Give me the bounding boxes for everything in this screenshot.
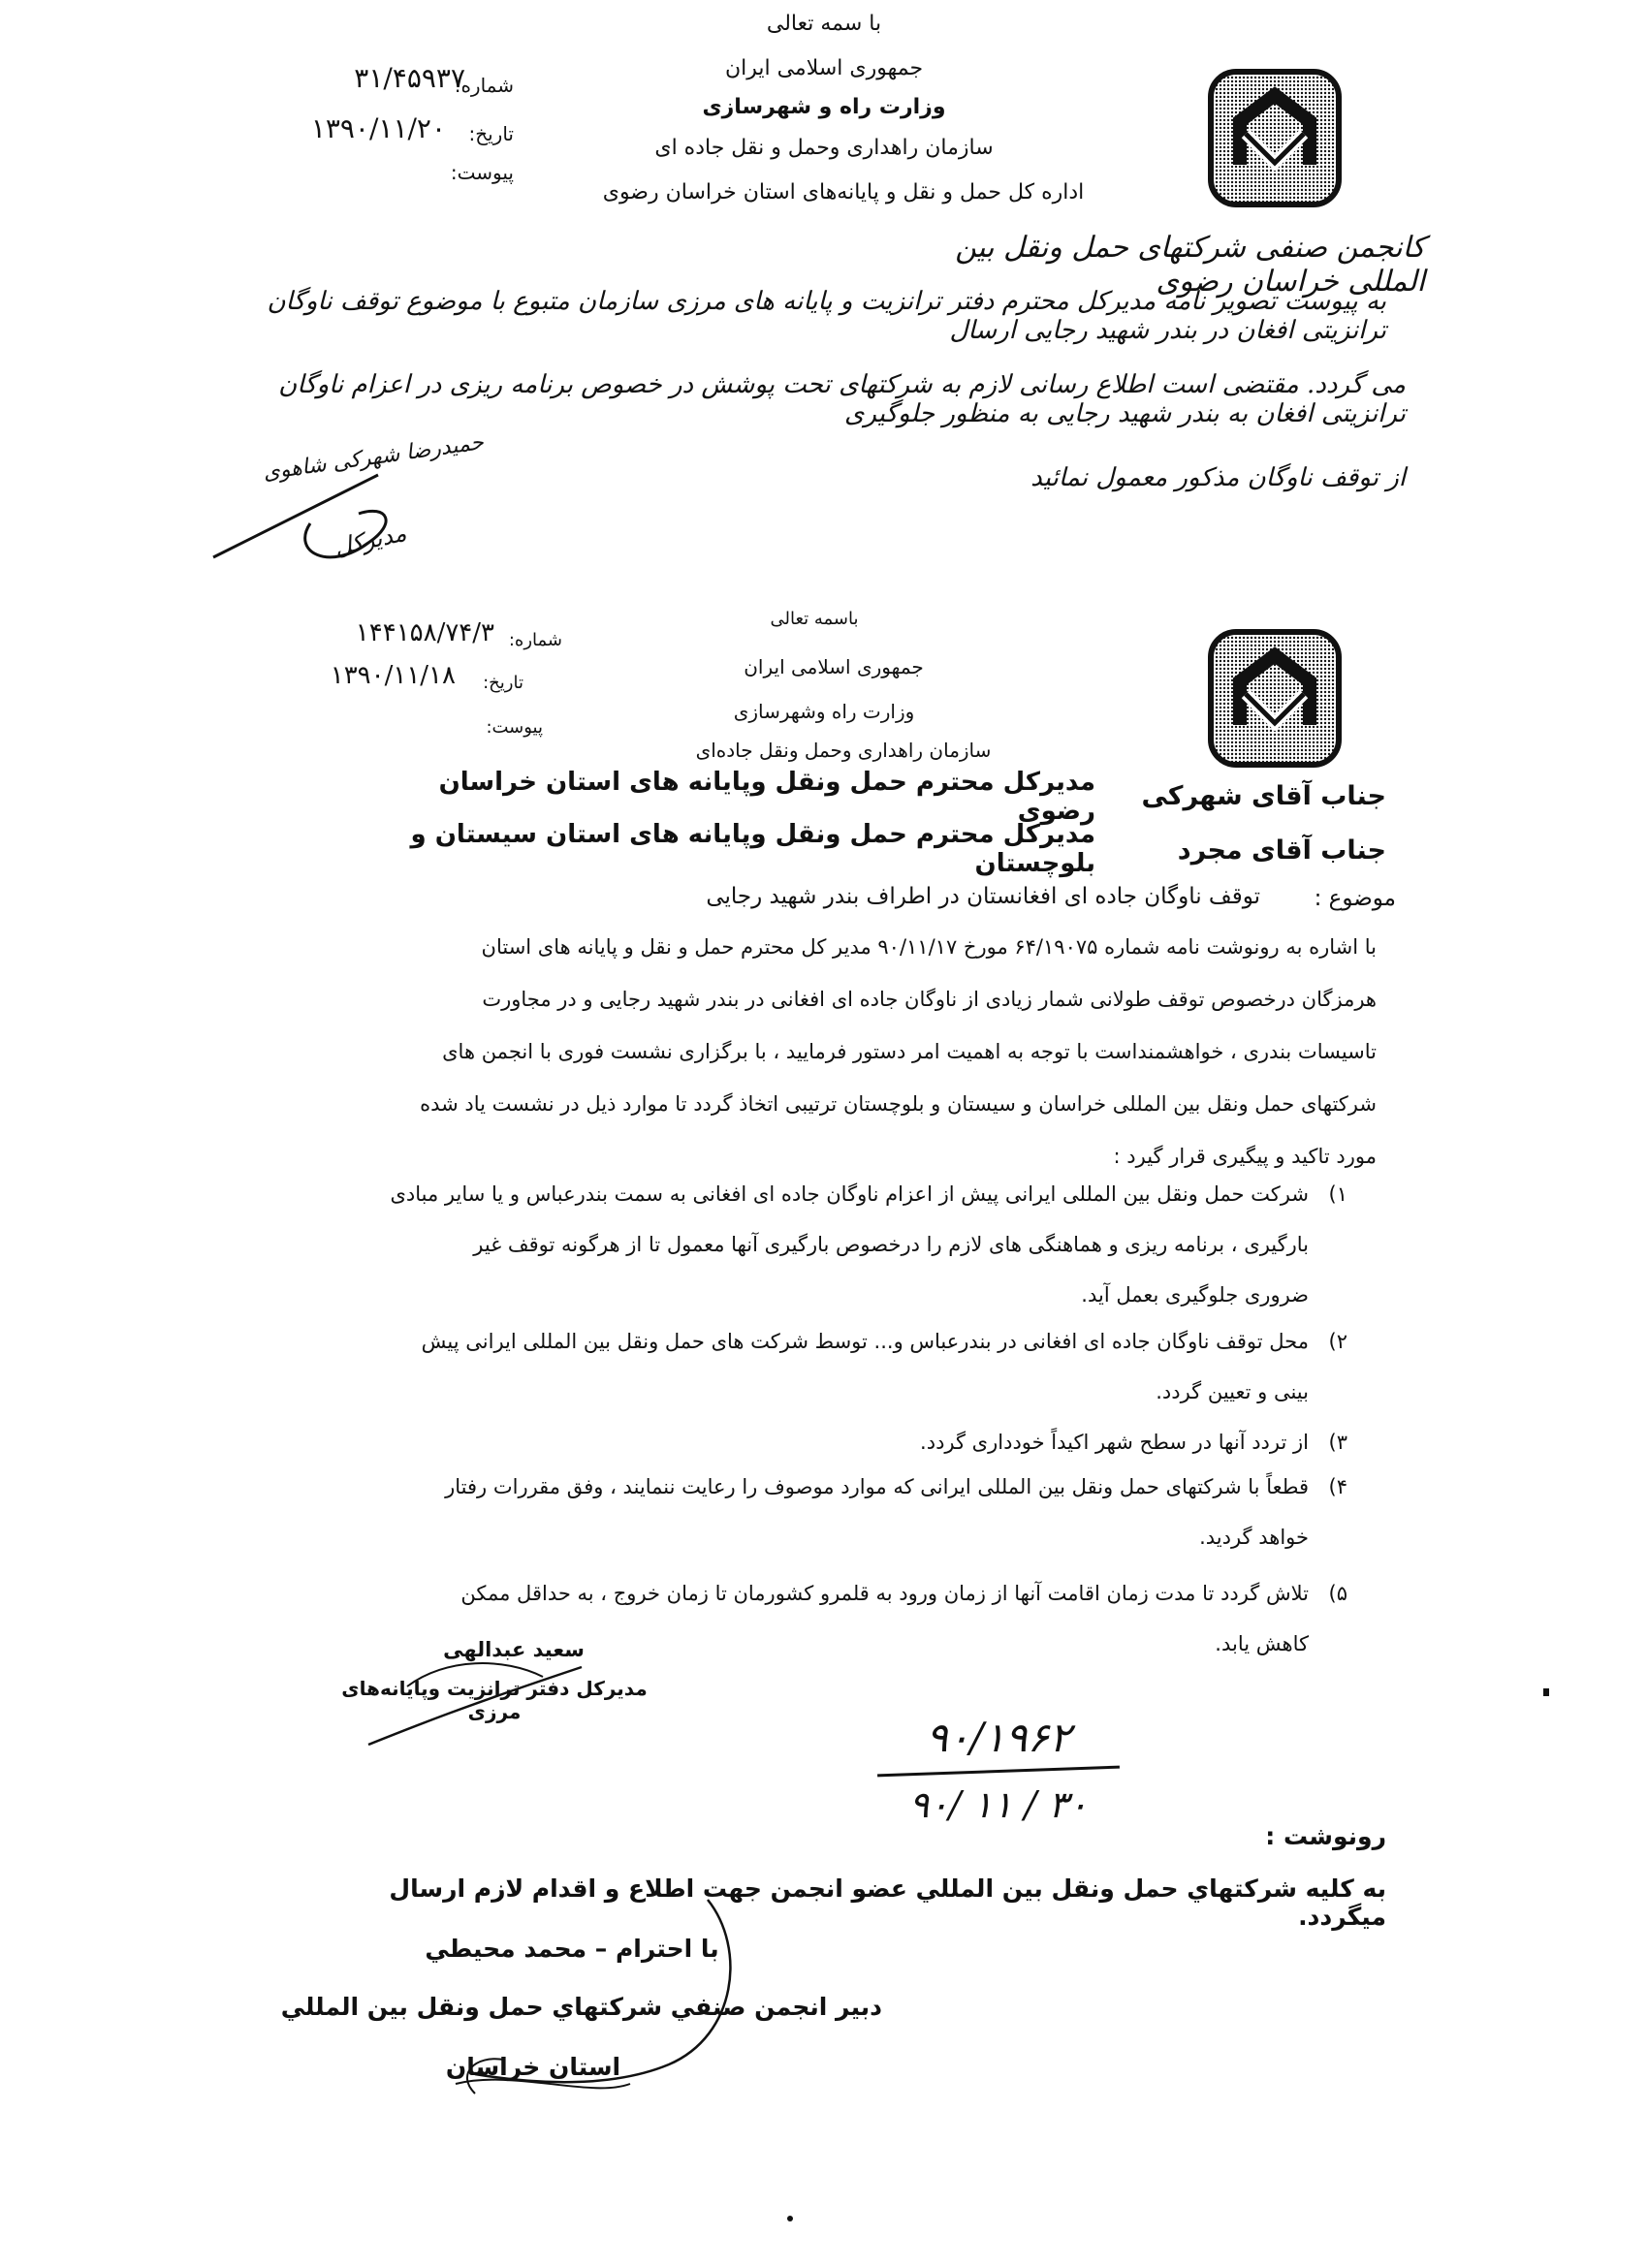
items-list [271,1462,1347,1562]
addressee-name: جناب آقای شهرکی [1141,781,1386,811]
letter2-number-value: ۱۴۴۱۵۸/۷۴/۳ [355,618,494,647]
letter2-number-label: شماره: [508,630,562,650]
letter2-republic: جمهوری اسلامی ایران [744,655,924,678]
letter1-ministry: وزارت راه و شهرسازی [702,95,946,119]
letter2-date-label: تاریخ: [483,673,523,693]
list-item [271,1462,1309,1562]
list-item [271,1316,1309,1417]
item-number: ۱) [1328,1182,1347,1206]
letter1-body-line: می گردد. مقتضی است اطلاع رسانی لازم به شرکتهای تحت پوشش در خصوص برنامه ریزی در اعزام ناوگان ترانزیتی افغان به بندر شهید رجایی به منظور جلوگیری [278,370,1406,428]
item-line: خواهد گردید. [1199,1526,1309,1549]
letter1-body-line: به پیوست تصویر نامه مدیرکل محترم دفتر ترانزیت و پایانه های مرزی سازمان متبوع با موضوع توقف ناوگان ترانزیتی افغان در بندر شهید رجایی ارسال [267,287,1386,345]
letter1-invocation: با سمه تعالی [766,12,882,36]
item-line: کاهش یابد. [1215,1632,1309,1655]
items-list [271,1316,1347,1417]
footer-signature [417,1890,766,2113]
item-number: ۳) [1328,1431,1347,1454]
items-list [271,1417,1347,1467]
letter1-signer-title: مدیرکل [332,519,409,561]
letter1-date-value: ۱۳۹۰/۱۱/۲۰ [310,112,446,144]
letter2-organization: سازمان راهداری وحمل ونقل جاده‌ای [695,739,992,762]
letter2-attachment-label: پیوست: [486,717,543,738]
letter1-signature-flourish [204,465,417,572]
ministry-logo [1207,68,1343,208]
letter1-organization: سازمان راهداری وحمل و نقل جاده ای [654,136,994,160]
cc-label: رونوشت : [1265,1822,1386,1850]
body-line: مورد تاکید و پیگیری قرار گیرد : [1113,1145,1377,1168]
item-number: ۴) [1328,1475,1347,1498]
province: استان خراسان [445,2053,621,2081]
registration-date: ۹۰/ ۱۱ / ۳۰ [908,1783,1089,1826]
letter1-number-value: ۳۱/۴۵۹۳۷ [354,62,465,94]
list-item [271,1417,1309,1467]
scan-mark [787,2216,793,2221]
item-number: ۲) [1328,1330,1347,1353]
letter2-ministry: وزارت راه وشهرسازی [733,700,915,723]
letter1-date-label: تاریخ: [468,122,514,145]
body-line: هرمزگان درخصوص توقف طولانی شمار زیادی از ناوگان جاده ای افغانی در بندر شهید رجایی و در مجاورت [482,988,1377,1011]
cc-text: به کلیه شرکتهاي حمل ونقل بین المللي عضو انجمن جهت اطلاع و اقدام لازم ارسال میگردد. [389,1874,1386,1931]
closing: با احترام – محمد محیطي [425,1935,719,1963]
body-line: با اشاره به رونوشت نامه شماره ۶۴/۱۹۰۷۵ مورخ ۹۰/۱۱/۱۷ مدیر کل محترم حمل و نقل و پایانه های استان [481,935,1377,959]
item-line: محل توقف ناوگان جاده ای افغانی در بندرعباس و... توسط شرکت های حمل ونقل بین المللی ایرانی پیش [421,1330,1309,1353]
letter2-date-value: ۱۳۹۰/۱۱/۱۸ [330,661,456,690]
letter2-body [271,921,1377,1182]
item-line: قطعاً با شرکتهای حمل ونقل بین المللی ایرانی که موارد موصوف را رعایت ننمایند ، وفق مقررات رفتار [445,1475,1309,1498]
body-line: تاسیسات بندری ، خواهشمنداست با توجه به اهمیت امر دستور فرمایید ، با برگزاری نشست فوری با انجمن های [442,1040,1377,1063]
item-line: بارگیری ، برنامه ریزی و هماهنگی های لازم را درخصوص بارگیری آنها معمول تا از هرگونه توقف غیر [473,1233,1309,1256]
list-item [271,1169,1309,1320]
addressee-title: مدیرکل محترم حمل ونقل وپایانه های استان سیستان و بلوچستان [410,820,1095,878]
registration-underline [877,1766,1120,1778]
item-line: شرکت حمل ونقل بین المللی ایرانی پیش از اعزام ناوگان جاده ای افغانی به سمت بندرعباس و یا سایر مبادی [390,1182,1309,1206]
addressee-title: مدیرکل محترم حمل ونقل وپایانه های استان خراسان رضوی [438,768,1095,826]
letter1-department: اداره کل حمل و نقل و پایانه‌های استان خراسان رضوی [602,180,1085,205]
letter2-signer-name: سعید عبدالهی [443,1638,585,1661]
letter2-signer-title: مدیرکل دفتر ترانزیت وپایانه‌های مرزی [341,1677,648,1723]
letter1-republic: جمهوری اسلامی ایران [724,56,924,80]
scan-mark [1543,1688,1549,1696]
signer-title: دبیر انجمن صنفي شرکتهاي حمل ونقل بین المللي [280,1993,882,2021]
item-line: از تردد آنها در سطح شهر اکیداً خودداری گردد. [920,1431,1309,1454]
item-line: تلاش گردد تا مدت زمان اقامت آنها از زمان ورود به قلمرو کشورمان تا زمان خروج ، به حداقل ممکن [460,1582,1309,1605]
subject-text: توقف ناوگان جاده ای افغانستان در اطراف بندر شهید رجایی [706,884,1260,909]
subject-label: موضوع : [1314,886,1396,911]
letter1-signer-name: حمیدرضا شهرکی شاهوی [261,430,486,486]
addressee-name: جناب آقای مجرد [1177,835,1386,866]
letter1-number-label: شماره: [454,74,514,97]
registration-number: ۹۰/۱۹۶۲ [926,1714,1071,1761]
letter1-body-line: از توقف ناوگان مذکور معمول نمائید [1030,463,1406,492]
ministry-logo-2 [1207,628,1343,769]
body-line: شرکتهای حمل ونقل بین المللی خراسان و سیستان و بلوچستان ترتیبی اتخاذ گردد تا موارد ذیل در نشست یاد شده [420,1092,1377,1116]
item-number: ۵) [1328,1582,1347,1605]
items-list [271,1169,1347,1320]
letter1-attachment-label: پیوست: [450,161,514,184]
letter2-signature-scribble [349,1648,601,1754]
letter1-addressee: کانجمن صنفی شرکتهای حمل ونقل بین المللی خراسان رضوی [955,231,1425,299]
letter2-invocation: باسمه تعالی [770,609,859,629]
item-line: بینی و تعیین گردد. [1156,1380,1309,1403]
item-line: ضروری جلوگیری بعمل آید. [1081,1283,1309,1307]
